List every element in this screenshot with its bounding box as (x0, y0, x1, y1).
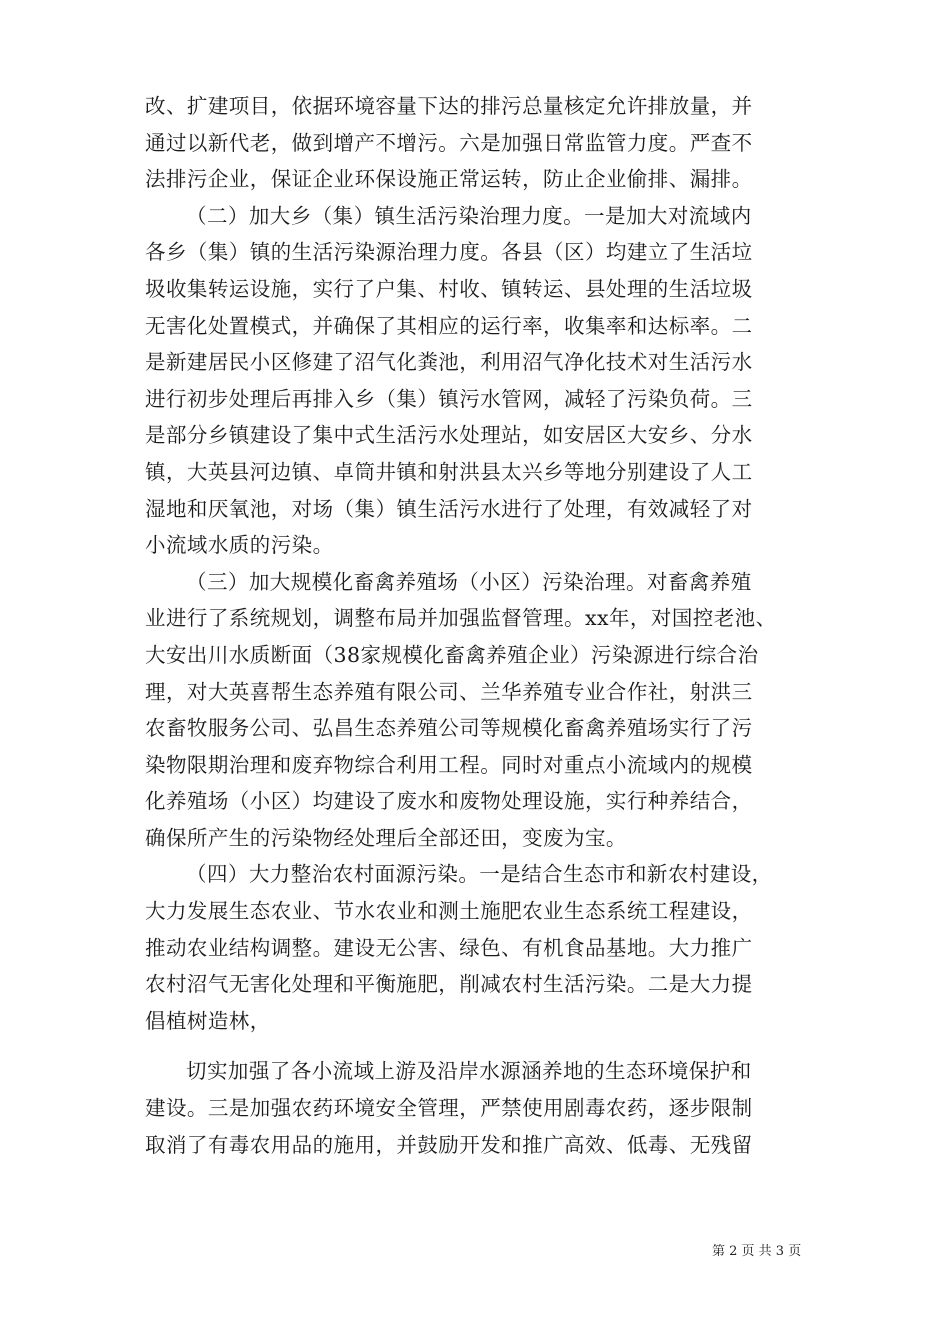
paragraph-gap (145, 1039, 810, 1053)
text-line: 理，对大英喜帮生态养殖有限公司、兰华养殖专业合作社，射洪三 (145, 679, 753, 704)
text-line: 通过以新代老，做到增产不增污。六是加强日常监管力度。严查不 (145, 130, 753, 155)
page-number: 第 2 页 共 3 页 (712, 1244, 802, 1259)
text-line: 大安出川水质断面（38家规模化畜禽养殖企业）污染源进行综合治 (145, 642, 759, 667)
text-line: 圾收集转运设施，实行了户集、村收、镇转运、县处理的生活垃圾 (145, 276, 753, 301)
text-line: 取消了有毒农用品的施用，并鼓励开发和推广高效、低毒、无残留 (145, 1132, 753, 1157)
text-line: 倡植树造林， (145, 1008, 271, 1033)
text-line: 无害化处置模式，并确保了其相应的运行率，收集率和达标率。二 (145, 313, 753, 338)
section-heading-line: （四）大力整治农村面源污染。一是结合生态市和新农村建设， (186, 862, 773, 887)
text-line: 业进行了系统规划，调整布局并加强监督管理。xx年，对国控老池、 (145, 606, 777, 631)
text-line: 改、扩建项目，依据环境容量下达的排污总量核定允许排放量，并 (145, 94, 753, 118)
text-line: 小流域水质的污染。 (145, 533, 334, 558)
text-line: 法排污企业，保证企业环保设施正常运转，防止企业偷排、漏排。 (145, 167, 753, 192)
text-line: 农村沼气无害化处理和平衡施肥，削减农村生活污染。二是大力提 (145, 972, 753, 997)
text-line: 是新建居民小区修建了沼气化粪池，利用沼气净化技术对生活污水 (145, 350, 753, 375)
body-text (145, 88, 810, 1163)
text-line: 化养殖场（小区）均建设了废水和废物处理设施，实行种养结合， (145, 789, 753, 814)
text-line: 推动农业结构调整。建设无公害、绿色、有机食品基地。大力推广 (145, 935, 753, 960)
text-line: 进行初步处理后再排入乡（集）镇污水管网，减轻了污染负荷。三 (145, 386, 753, 411)
text-line: 确保所产生的污染物经处理后全部还田，变废为宝。 (145, 825, 627, 850)
text-line: 农畜牧服务公司、弘昌生态养殖公司等规模化畜禽养殖场实行了污 (145, 716, 753, 741)
section-heading-line: （三）加大规模化畜禽养殖场（小区）污染治理。对畜禽养殖 (186, 569, 752, 594)
text-line: 染物限期治理和废弃物综合利用工程。同时对重点小流域内的规模 (145, 752, 753, 777)
text-line: 湿地和厌氧池，对场（集）镇生活污水进行了处理，有效减轻了对 (145, 496, 753, 521)
text-line: 各乡（集）镇的生活污染源治理力度。各县（区）均建立了生活垃 (145, 240, 753, 265)
text-line: 镇，大英县河边镇、卓筒井镇和射洪县太兴乡等地分别建设了人工 (145, 459, 753, 484)
text-line: 是部分乡镇建设了集中式生活污水处理站，如安居区大安乡、分水 (145, 423, 753, 448)
text-line: 大力发展生态农业、节水农业和测土施肥农业生态系统工程建设， (145, 899, 753, 924)
text-line: 切实加强了各小流域上游及沿岸水源涵养地的生态环境保护和 (186, 1059, 752, 1084)
text-line: 建设。三是加强农药环境安全管理，严禁使用剧毒农药，逐步限制 (145, 1096, 753, 1121)
section-heading-line: （二）加大乡（集）镇生活污染治理力度。一是加大对流域内 (186, 203, 752, 228)
